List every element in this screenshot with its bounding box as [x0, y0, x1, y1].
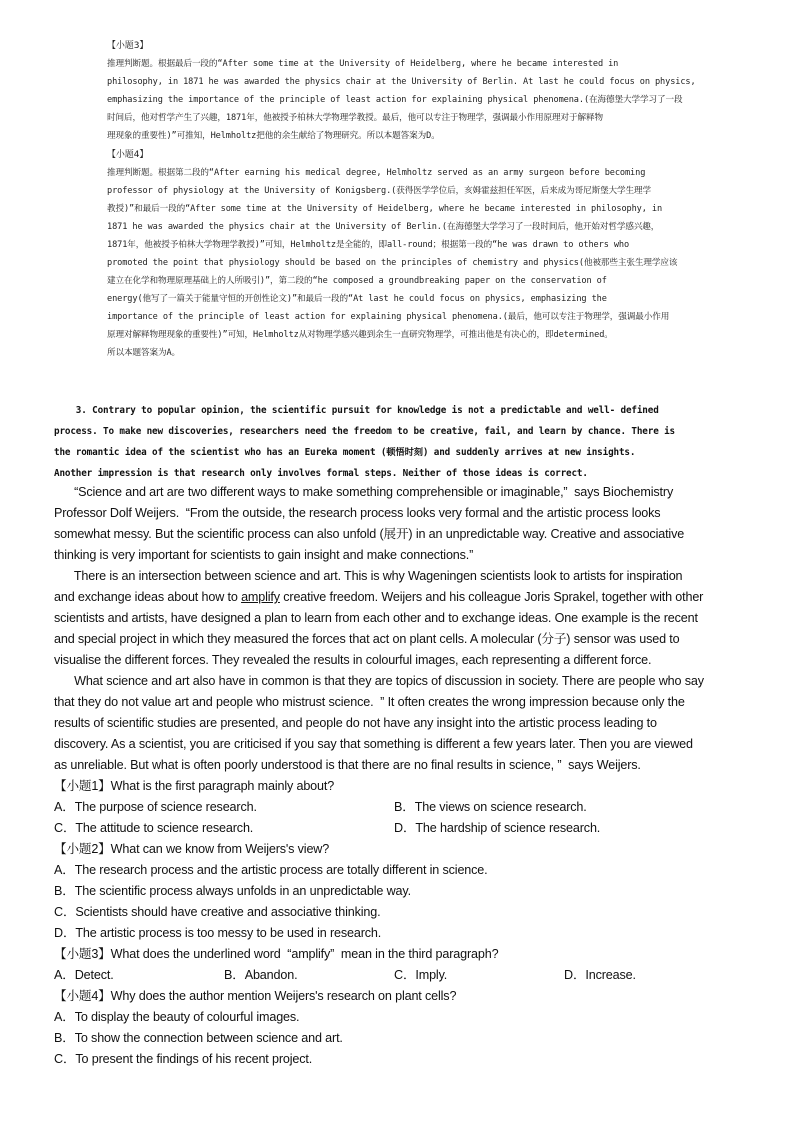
- option-a[interactable]: A．The research process and the artistic process are totally different in science.: [54, 863, 488, 877]
- option-d[interactable]: D．The hardship of science research.: [394, 821, 601, 835]
- question-stem: 【小题4】Why does the author mention Weijers's research on plant cells?: [54, 989, 457, 1003]
- explanation-line: philosophy, in 1871 he was awarded the physics chair at the University of Berlin. At last he could focus on physics,: [107, 77, 696, 87]
- explanation-line: 建立在化学和物理原理基础上的人所吸引)”，第二段的“he composed a groundbreaking paper on the conservation of: [107, 276, 607, 286]
- text-before: and exchange ideas about how to: [54, 590, 242, 604]
- option-c[interactable]: C．Scientists should have creative and associative thinking.: [54, 905, 381, 919]
- option-b[interactable]: B．Abandon.: [224, 968, 298, 982]
- option-c[interactable]: C．Imply.: [394, 968, 448, 982]
- option-row: [54, 797, 744, 818]
- explanation-line: promoted the point that physiology should be based on the principles of chemistry and physics(他被那些主张生理学应该: [107, 258, 678, 268]
- option-a[interactable]: A．Detect.: [54, 968, 114, 982]
- passage-line: What science and art also have in common is that they are topics of discussion in society. There are people who say: [54, 674, 704, 688]
- option-a[interactable]: A．The purpose of science research.: [54, 800, 257, 814]
- explanation-line: 教授)”和最后一段的“After some time at the University of Heidelberg, where he became interested in philosophy, in: [107, 204, 663, 214]
- explanation-line: professor of physiology at the University of Konigsberg.(获得医学学位后，亥姆霍兹担任军医，后来成为哥尼斯堡大学生理学: [107, 186, 652, 196]
- passage-line: somewhat messy. But the scientific process can also unfold (展开) in an unpredictable way. Creative and associative: [54, 527, 685, 541]
- passage-line-amplify: [54, 587, 744, 608]
- question-2: [54, 839, 744, 944]
- option-b[interactable]: B．The views on science research.: [394, 800, 587, 814]
- passage-line: thinking is very important for scientists to gain insight and make connections.”: [54, 548, 474, 562]
- option-d[interactable]: D．The artistic process is too messy to be used in research.: [54, 926, 382, 940]
- passage-intro-line: 3. Contrary to popular opinion, the scientific pursuit for knowledge is not a predictable and well- defined: [54, 405, 659, 416]
- passage-intro-line: Another impression is that research only involves formal steps. Neither of those ideas is correct.: [54, 468, 588, 479]
- explanation-line: 所以本题答案为A。: [107, 348, 181, 358]
- explanation-line: importance of the principle of least action for explaining physical phenomena.(最后，他可以专注于物理学，强调最小作用: [107, 312, 670, 322]
- option-d[interactable]: D．Increase.: [564, 968, 636, 982]
- question-stem: 【小题3】What does the underlined word “amplify” mean in the third paragraph?: [54, 947, 499, 961]
- explanation-line: energy(他写了一篇关于能量守恒的开创性论文)”和最后一段的“At last he could focus on physics, emphasizing the: [107, 294, 607, 304]
- passage-line: as unreliable. But what is often poorly understood is that there are no final results in science, ” says Weijers.: [54, 758, 641, 772]
- passage-line: results of scientific studies are presented, and people do not have any insight into the artistic process leading to: [54, 716, 657, 730]
- passage-line: discovery. As a scientist, you are criticised if you say that something is different a few years later. Then you are viewed: [54, 737, 693, 751]
- passage-intro: [54, 400, 744, 484]
- explanation-q4: [107, 146, 732, 362]
- passage-line: There is an intersection between science and art. This is why Wageningen scientists look to artists for inspiration: [54, 569, 683, 583]
- passage-intro-line: process. To make new discoveries, researchers need the freedom to be creative, fail, and learn by chance. There is: [54, 426, 675, 437]
- explanation-line: 推理判断题。根据第二段的“After earning his medical degree, Helmholtz served as an army surgeon before becoming: [107, 168, 646, 178]
- explanation-q4-tag: 【小题4】: [107, 150, 149, 160]
- question-stem: 【小题2】What can we know from Weijers's view?: [54, 842, 330, 856]
- passage-line: scientists and artists, have designed a plan to learn from each other and to exchange ideas. One example is the recent: [54, 611, 698, 625]
- option-a[interactable]: A．To display the beauty of colourful images.: [54, 1010, 300, 1024]
- explanation-q3: [107, 37, 732, 145]
- question-1: [54, 776, 744, 839]
- passage-intro-line: the romantic idea of the scientist who has an Eureka moment (顿悟时刻) and suddenly arrives at new insights.: [54, 447, 636, 458]
- explanation-line: 1871年，他被授予柏林大学物理学教授)”可知，Helmholtz是全能的，即all-round；根据第一段的“he was drawn to others who: [107, 240, 630, 250]
- explanation-line: 1871 he was awarded the physics chair at the University of Berlin.(在海德堡大学学习了一段时间后，他开始对哲学感兴趣，: [107, 222, 660, 232]
- question-4: [54, 986, 744, 1070]
- option-b[interactable]: B．To show the connection between science and art.: [54, 1031, 343, 1045]
- underlined-word-amplify: amplify: [241, 590, 280, 604]
- passage-line: “Science and art are two different ways to make something comprehensible or imaginable,” says Biochemistry: [54, 485, 674, 499]
- explanation-line: 原理对解释物理现象的重要性)”可知，Helmholtz从对物理学感兴趣到余生一直研究物理学，可推出他是有决心的，即determined。: [107, 330, 613, 340]
- option-c[interactable]: C．The attitude to science research.: [54, 821, 254, 835]
- explanation-line: 理现象的重要性)”可推知，Helmholtz把他的余生献给了物理研究。所以本题答案为D。: [107, 131, 440, 141]
- question-3: [54, 944, 744, 986]
- explanation-line: emphasizing the importance of the principle of least action for explaining physical phenomena.(在海德堡大学学习了一段: [107, 95, 683, 105]
- explanation-q3-tag: 【小题3】: [107, 41, 149, 51]
- question-stem: 【小题1】What is the first paragraph mainly about?: [54, 779, 335, 793]
- option-b[interactable]: B．The scientific process always unfolds in an unpredictable way.: [54, 884, 411, 898]
- passage-line: and special project in which they measured the forces that act on plant cells. A molecular (分子) sensor was used to: [54, 632, 680, 646]
- explanation-line: 推理判断题。根据最后一段的“After some time at the University of Heidelberg, where he became interested in: [107, 59, 619, 69]
- passage-line: visualise the different forces. They revealed the results in colourful images, each representing a different force.: [54, 653, 652, 667]
- passage-body: [54, 482, 744, 776]
- explanation-line: 时间后，他对哲学产生了兴趣，1871年，他被授予柏林大学物理学教授。最后，他可以专注于物理学，强调最小作用原理对于解释物: [107, 113, 603, 123]
- option-c[interactable]: C．To present the findings of his recent project.: [54, 1052, 313, 1066]
- option-row: [54, 818, 744, 839]
- option-row: [54, 965, 744, 986]
- text-after: creative freedom. Weijers and his colleague Joris Sprakel, together with other: [279, 590, 704, 604]
- passage-line: Professor Dolf Weijers. “From the outside, the research process looks very formal and the artistic process looks: [54, 506, 661, 520]
- passage-line: that they do not value art and people who mistrust science. ” It often creates the wrong impression because only the: [54, 695, 685, 709]
